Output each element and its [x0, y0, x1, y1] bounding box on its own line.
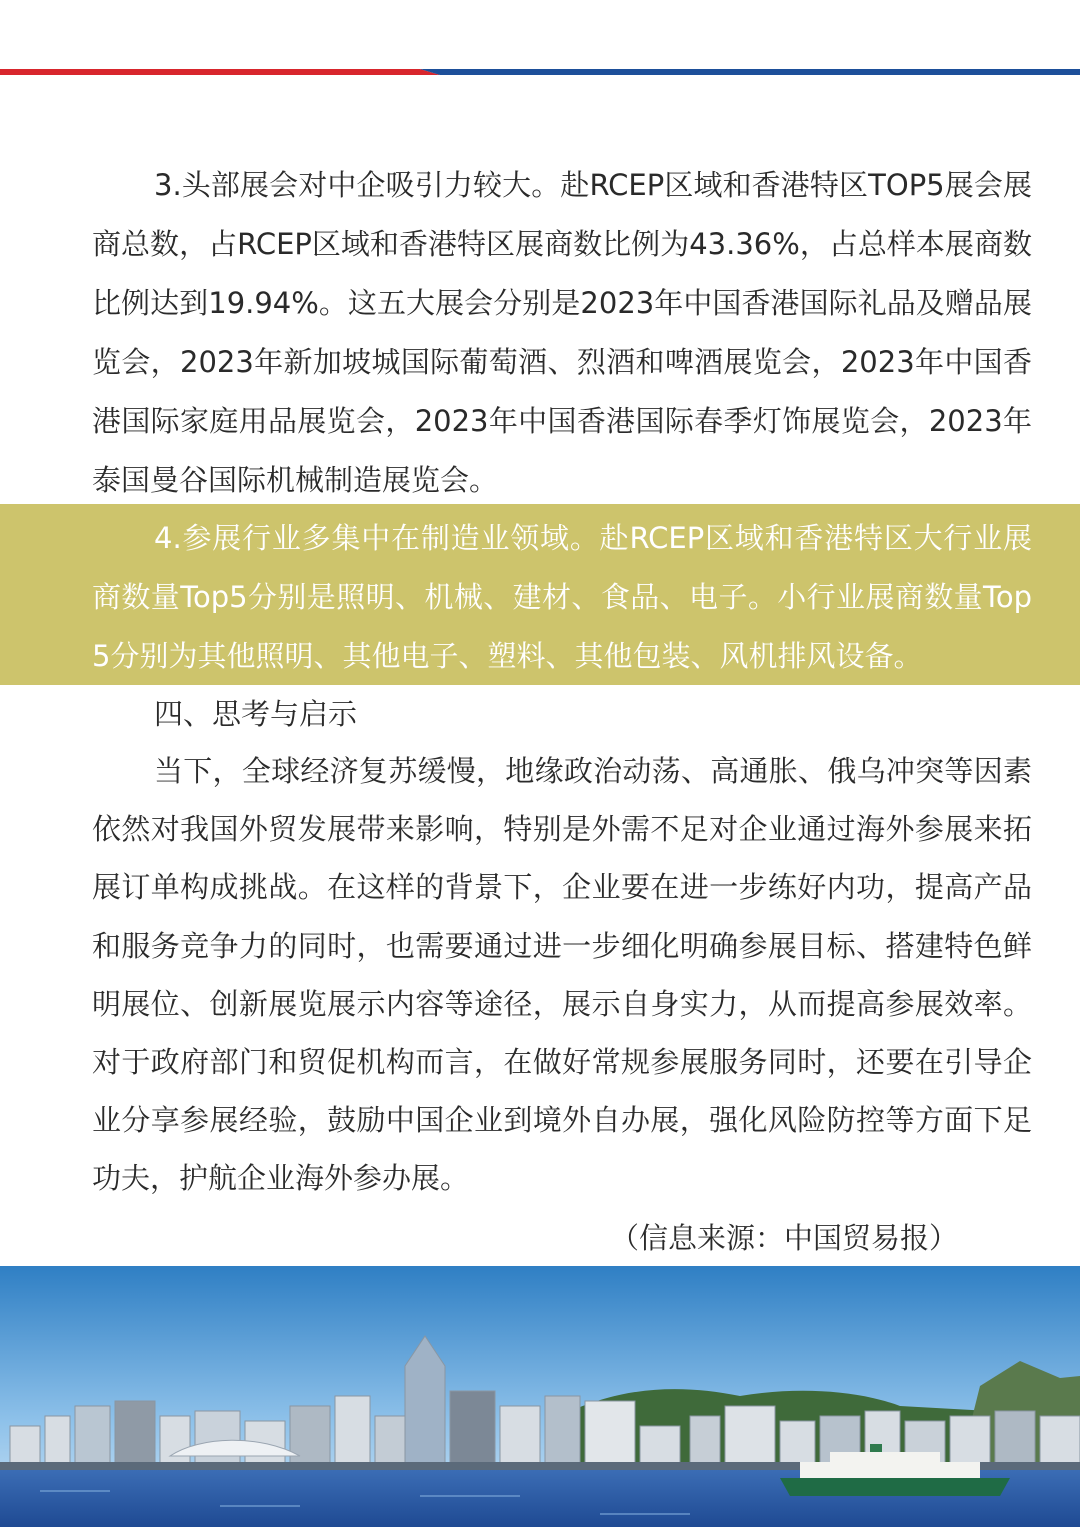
source-note: （信息来源：中国贸易报） [609, 1221, 958, 1255]
paragraph-reflections: 当下，全球经济复苏缓慢，地缘政治动荡、高通胀、俄乌冲突等因素依然对我国外贸发展带来影响，特别是外需不足对企业通过海外参展来拓展订单构成挑战。在这样的背景下，企业要在进一步练好内功，提高产品和服务竞争力的同时，也需要通过进一步细化明确参展目标、搭建特色鲜明展位、创新展览展示内容等途径，展示自身实力，从而提高参展效率。对于政府部门和贸促机构而言，在做好常规参展服务同时，还要在引导企业分享参展经验，鼓励中国企业到境外自办展，强化风险防控等方面下足功夫，护航企业海外参办展。 [92, 754, 1032, 1196]
paragraph-industries-highlighted: 4.参展行业多集中在制造业领域。赴RCEP区域和香港特区大行业展商数量Top5分别是照明、机械、建材、食品、电子。小行业展商数量Top5分别为其他照明、其他电子、塑料、其他包装、风机排风设备。 [92, 521, 1032, 673]
paragraph-top-exhibitions: 3.头部展会对中企吸引力较大。赴RCEP区域和香港特区TOP5展会展商总数，占RCEP区域和香港特区展商数比例为43.36%，占总样本展商数比例达到19.94%。这五大展会分别是2023年中国香港国际礼品及赠品展览会，2023年新加坡城国际葡萄酒、烈酒和啤酒展览会，2023年中国香港国际家庭用品展览会，2023年中国香港国际春季灯饰展览会，2023年泰国曼谷国际机械制造展览会。 [92, 168, 1032, 497]
section-heading: 四、思考与启示 [154, 697, 358, 731]
top-divider-rule [0, 68, 1080, 76]
hong-kong-skyline-image [0, 1266, 1080, 1527]
